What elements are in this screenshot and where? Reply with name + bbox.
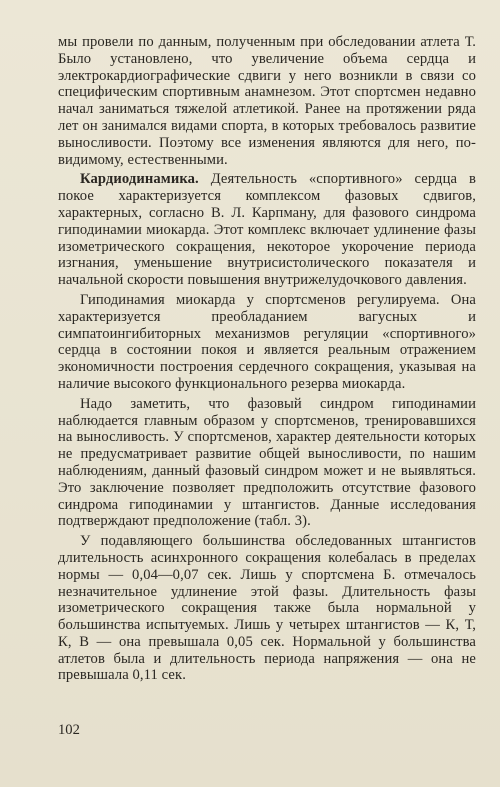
page-number: 102 [58,722,80,738]
paragraph-3-text: Гиподинамия миокарда у спортсменов регулируема. Она характеризуется преобладанием вагусных и симпатоингибиторных механизмов регуляции «спортивного» сердца в состоянии покоя и является реальным отражением экономичности построения сердечного сокращения, указывая на наличие высокого функционального резерва миокарда. [58,291,476,392]
paragraph-2 [58,171,476,289]
paragraph-5 [58,533,476,684]
paragraph-2-heading: Кардиодинамика. [80,171,199,188]
paragraph-1 [58,34,476,168]
paragraph-1-text: мы провели по данным, полученным при обследовании атлета Т. Было установлено, что увеличение объема сердца и электрокардиографические сдвиги у него возникли в связи со специфическим спортивным анамнезом. Этот спортсмен недавно начал заниматься тяжелой атлетикой. Ранее на протяжении ряда лет он занимался видами спорта, в которых требовалось развитие выносливости. Поэтому все изменения являются для него, по-видимому, естественными. [58,34,476,168]
body-text [58,34,476,684]
paragraph-4-text: Надо заметить, что фазовый синдром гиподинамии наблюдается главным образом у спортсменов, тренировавшихся на выносливость. У спортсменов, характер деятельности которых не предусматривает развитие общей выносливости, по нашим наблюдениям, данный фазовый синдром может и не выявляться. Это заключение позволяет предположить отсутствие фазового синдрома гиподинамии у штангистов. Данные исследования подтверждают предположение (табл. 3). [58,395,476,530]
paragraph-4 [58,396,476,530]
paragraph-2-text: Деятельность «спортивного» сердца в покое характеризуется комплексом фазовых сдвигов, характерных, согласно В. Л. Карпману, для фазового синдрома гиподинамии миокарда. Этот комплекс включает удлинение фазы изометрического сокращения, некоторое укорочение периода изгнания, уменьшение внутрисистолического показателя и начальной скорости повышения внутрижелудочкового давления. [58,171,476,289]
paragraph-3 [58,292,476,393]
paragraph-5-text: У подавляющего большинства обследованных штангистов длительность асинхронного сокращения колебалась в пределах нормы — 0,04—0,07 сек. Лишь у спортсмена Б. отмечалось незначительное удлинение этой фазы. Длительность фазы изометрического сокращения также была нормальной у большинства испытуемых. Лишь у четырех штангистов — К, Т, К, В — она превышала 0,05 сек. Нормальной у большинства атлетов была и длительность периода напряжения — она не превышала 0,11 сек. [58,533,476,684]
